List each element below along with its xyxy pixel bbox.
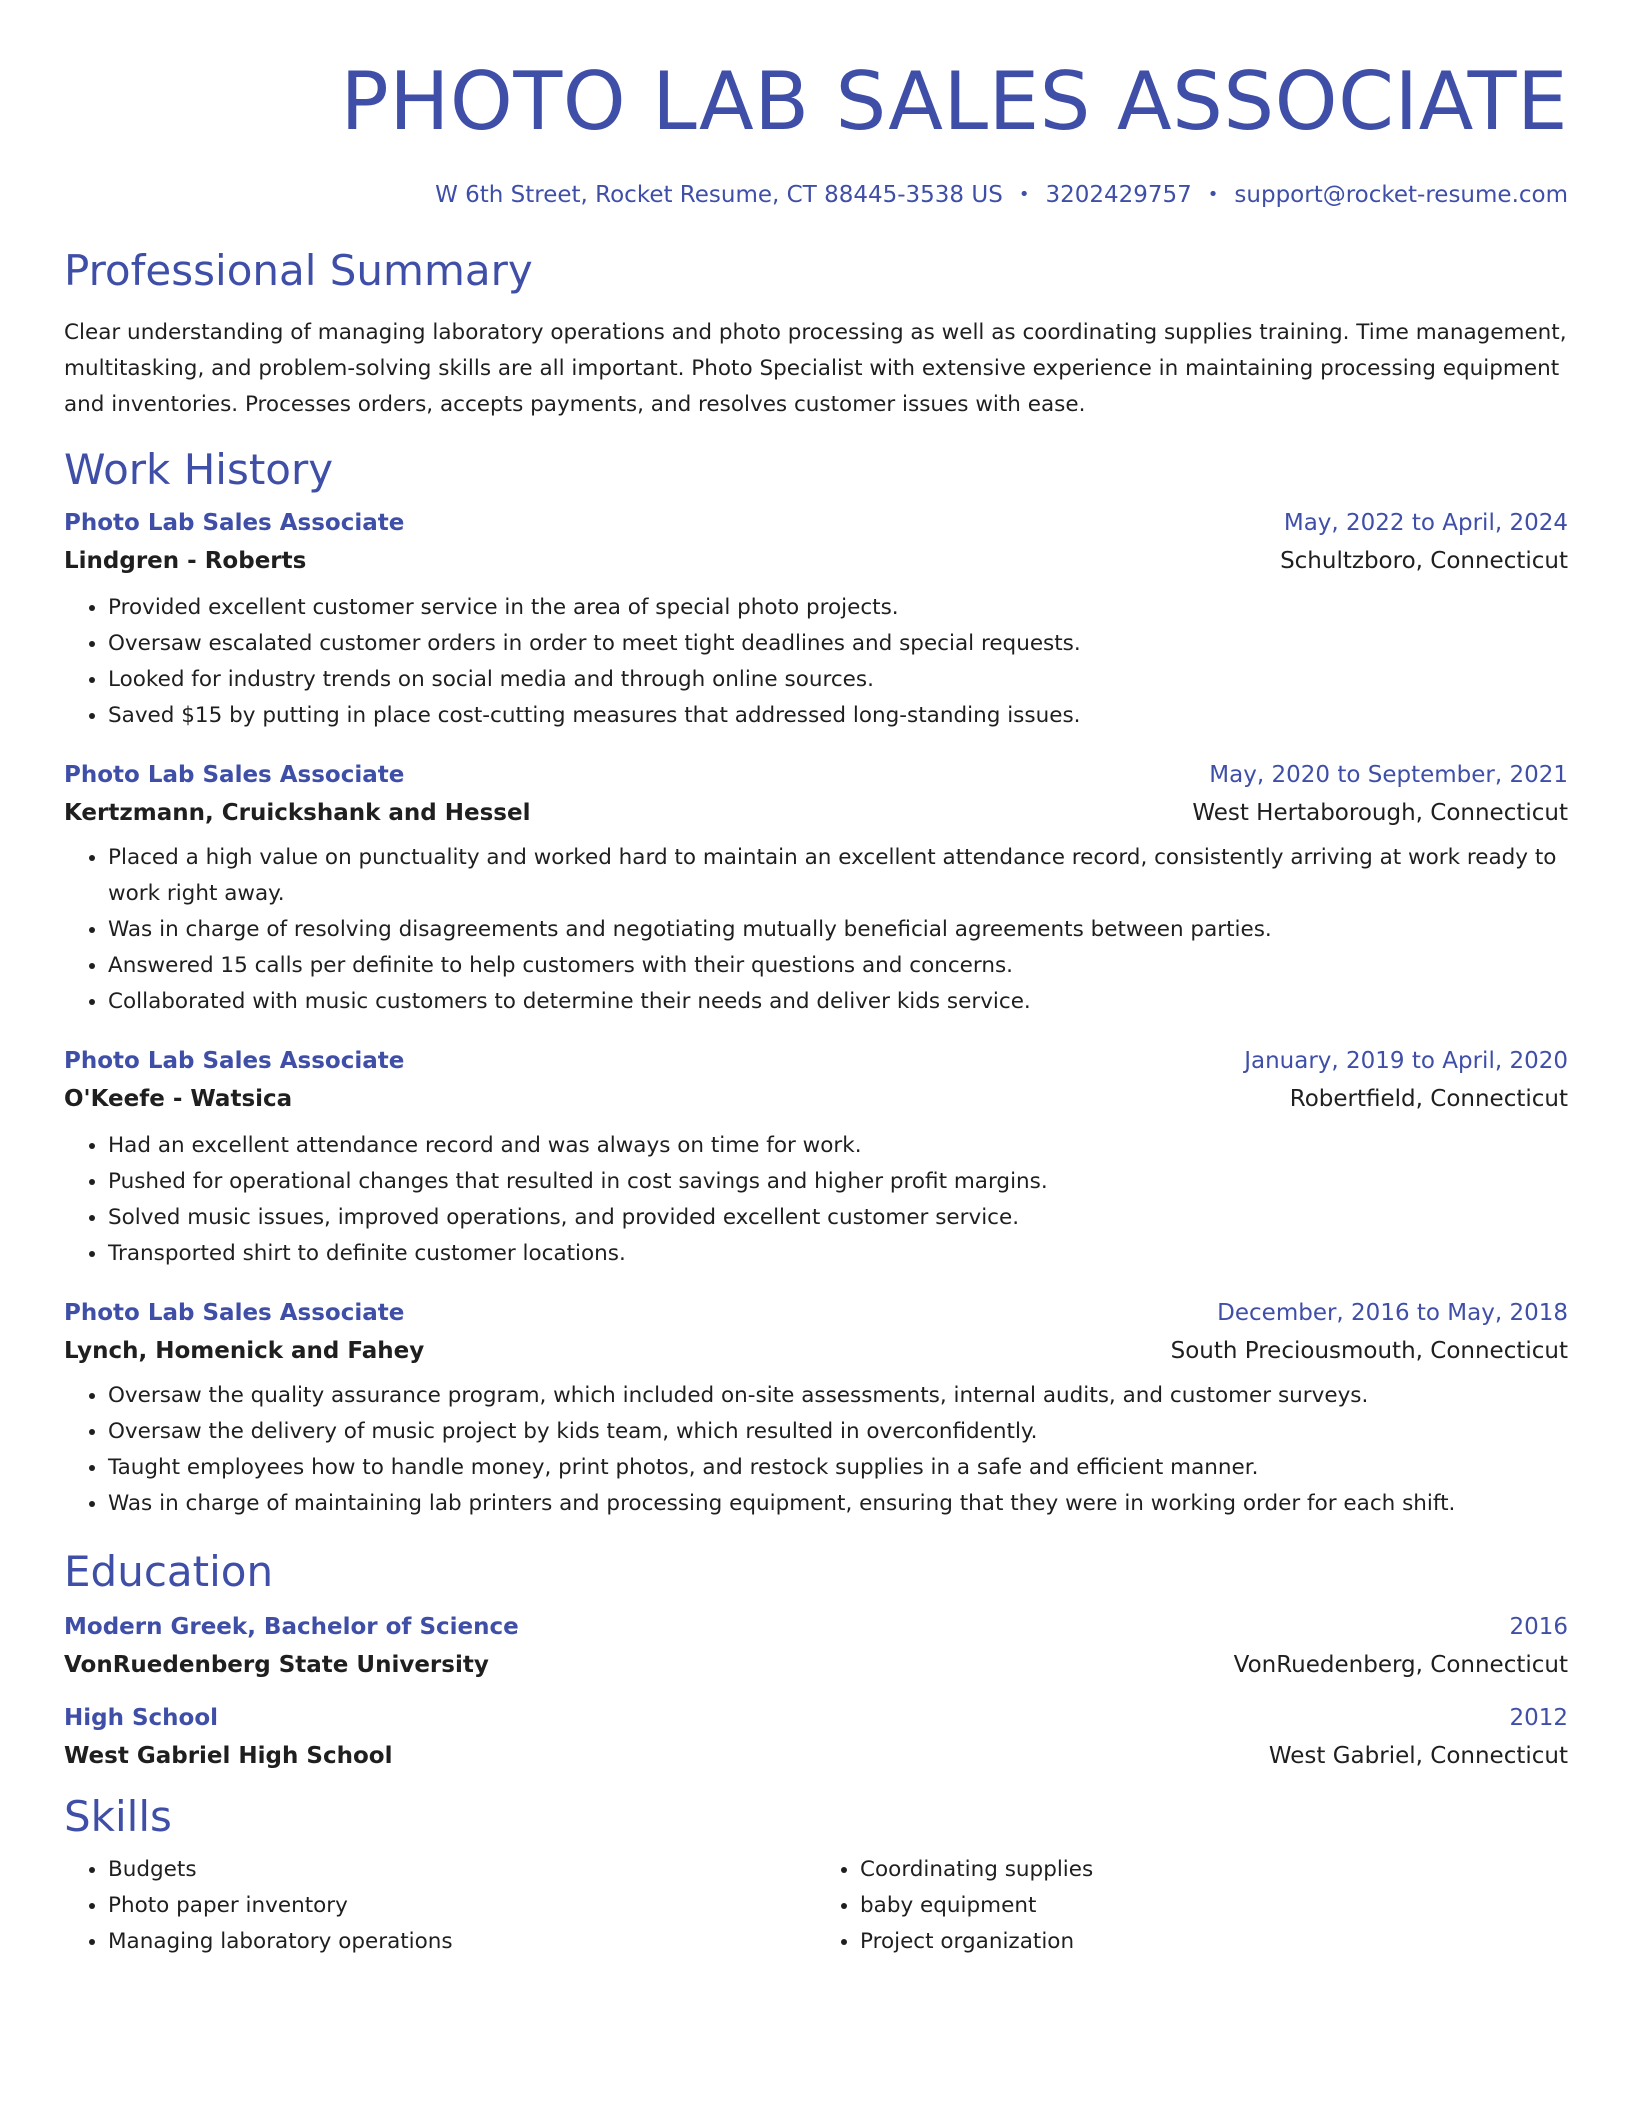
skills-heading: Skills bbox=[64, 1792, 172, 1841]
degree-title: High School bbox=[64, 1705, 219, 1731]
job-title: Photo Lab Sales Associate bbox=[64, 1048, 405, 1074]
list-item: • Provided excellent customer service in the area of special photo projects. bbox=[108, 590, 1568, 626]
job-dates: May, 2022 to April, 2024 bbox=[1283, 510, 1568, 536]
list-item: • Placed a high value on punctuality and worked hard to maintain an excellent attendance record, consistently arriving at work ready to work right away. bbox=[108, 840, 1568, 912]
list-item: • Looked for industry trends on social media and through online sources. bbox=[108, 662, 1568, 698]
job-location: West Hertaborough, Connecticut bbox=[1192, 800, 1568, 826]
skill-item: • Coordinating supplies bbox=[860, 1852, 1568, 1888]
skill-item: • baby equipment bbox=[860, 1888, 1568, 1924]
resume-title: PHOTO LAB SALES ASSOCIATE bbox=[340, 55, 1568, 148]
skill-item: • Project organization bbox=[860, 1924, 1568, 1960]
contact-email[interactable]: support@rocket-resume.com bbox=[1234, 182, 1568, 208]
education-year: 2016 bbox=[1509, 1614, 1568, 1640]
contact-separator: • bbox=[1018, 184, 1030, 205]
skill-item: • Budgets bbox=[108, 1852, 816, 1888]
job-entry bbox=[64, 512, 1568, 734]
summary-heading: Professional Summary bbox=[64, 246, 533, 295]
list-item: • Was in charge of maintaining lab printers and processing equipment, ensuring that they were in working order for each shift. bbox=[108, 1486, 1568, 1522]
job-bullets bbox=[64, 1128, 1568, 1272]
job-bullets bbox=[64, 840, 1568, 1020]
skills-list-right bbox=[816, 1852, 1568, 1960]
skills-list-left bbox=[64, 1852, 816, 1960]
job-bullets bbox=[64, 1378, 1568, 1522]
list-item: • Oversaw the quality assurance program, which included on-site assessments, internal audits, and customer surveys. bbox=[108, 1378, 1568, 1414]
school-location: VonRuedenberg, Connecticut bbox=[1233, 1652, 1568, 1678]
job-dates: January, 2019 to April, 2020 bbox=[1244, 1048, 1568, 1074]
list-item: • Answered 15 calls per definite to help customers with their questions and concerns. bbox=[108, 948, 1568, 984]
job-company: O'Keefe - Watsica bbox=[64, 1086, 293, 1112]
skills-columns bbox=[64, 1852, 1568, 1960]
job-dates: May, 2020 to September, 2021 bbox=[1209, 762, 1568, 788]
job-location: Robertfield, Connecticut bbox=[1289, 1086, 1568, 1112]
list-item: • Solved music issues, improved operations, and provided excellent customer service. bbox=[108, 1200, 1568, 1236]
job-dates: December, 2016 to May, 2018 bbox=[1217, 1300, 1568, 1326]
list-item: • Oversaw the delivery of music project by kids team, which resulted in overconfidently. bbox=[108, 1414, 1568, 1450]
job-title: Photo Lab Sales Associate bbox=[64, 762, 405, 788]
job-location: Schultzboro, Connecticut bbox=[1280, 548, 1568, 574]
list-item: • Was in charge of resolving disagreements and negotiating mutually beneficial agreements between parties. bbox=[108, 912, 1568, 948]
job-company: Lindgren - Roberts bbox=[64, 548, 307, 574]
job-location: South Preciousmouth, Connecticut bbox=[1170, 1338, 1568, 1364]
school-name: VonRuedenberg State University bbox=[64, 1652, 489, 1678]
work-history-heading: Work History bbox=[64, 445, 334, 494]
job-title: Photo Lab Sales Associate bbox=[64, 510, 405, 536]
job-entry bbox=[64, 764, 1568, 1020]
job-bullets bbox=[64, 590, 1568, 734]
resume-page bbox=[64, 0, 1568, 1960]
skill-item: • Managing laboratory operations bbox=[108, 1924, 816, 1960]
contact-phone: 3202429757 bbox=[1045, 182, 1192, 208]
job-company: Lynch, Homenick and Fahey bbox=[64, 1338, 425, 1364]
skill-item: • Photo paper inventory bbox=[108, 1888, 816, 1924]
list-item: • Saved $15 by putting in place cost-cutting measures that addressed long-standing issues. bbox=[108, 698, 1568, 734]
education-entry bbox=[64, 1616, 1568, 1677]
list-item: • Collaborated with music customers to determine their needs and deliver kids service. bbox=[108, 984, 1568, 1020]
degree-title: Modern Greek, Bachelor of Science bbox=[64, 1614, 519, 1640]
contact-address: W 6th Street, Rocket Resume, CT 88445-3538 US bbox=[435, 182, 1003, 208]
list-item: • Had an excellent attendance record and was always on time for work. bbox=[108, 1128, 1568, 1164]
list-item: • Transported shirt to definite customer locations. bbox=[108, 1236, 1568, 1272]
job-title: Photo Lab Sales Associate bbox=[64, 1300, 405, 1326]
job-entry bbox=[64, 1050, 1568, 1272]
job-company: Kertzmann, Cruickshank and Hessel bbox=[64, 800, 531, 826]
education-entry bbox=[64, 1707, 1568, 1768]
school-name: West Gabriel High School bbox=[64, 1743, 393, 1769]
contact-separator: • bbox=[1207, 184, 1219, 205]
list-item: • Taught employees how to handle money, print photos, and restock supplies in a safe and efficient manner. bbox=[108, 1450, 1568, 1486]
list-item: • Oversaw escalated customer orders in order to meet tight deadlines and special requests. bbox=[108, 626, 1568, 662]
list-item: • Pushed for operational changes that resulted in cost savings and higher profit margins. bbox=[108, 1164, 1568, 1200]
summary-text: Clear understanding of managing laboratory operations and photo processing as well as coordinating supplies training. Time management, multitasking, and problem-solving skills are all important. Photo Specialist with extensive experience in maintaining processing equipment and inventories. Processes orders, accepts payments, and resolves customer issues with ease. bbox=[64, 320, 1567, 417]
education-heading: Education bbox=[64, 1547, 274, 1596]
job-entry bbox=[64, 1302, 1568, 1522]
school-location: West Gabriel, Connecticut bbox=[1268, 1743, 1568, 1769]
contact-line bbox=[64, 184, 1568, 207]
education-year: 2012 bbox=[1509, 1705, 1568, 1731]
